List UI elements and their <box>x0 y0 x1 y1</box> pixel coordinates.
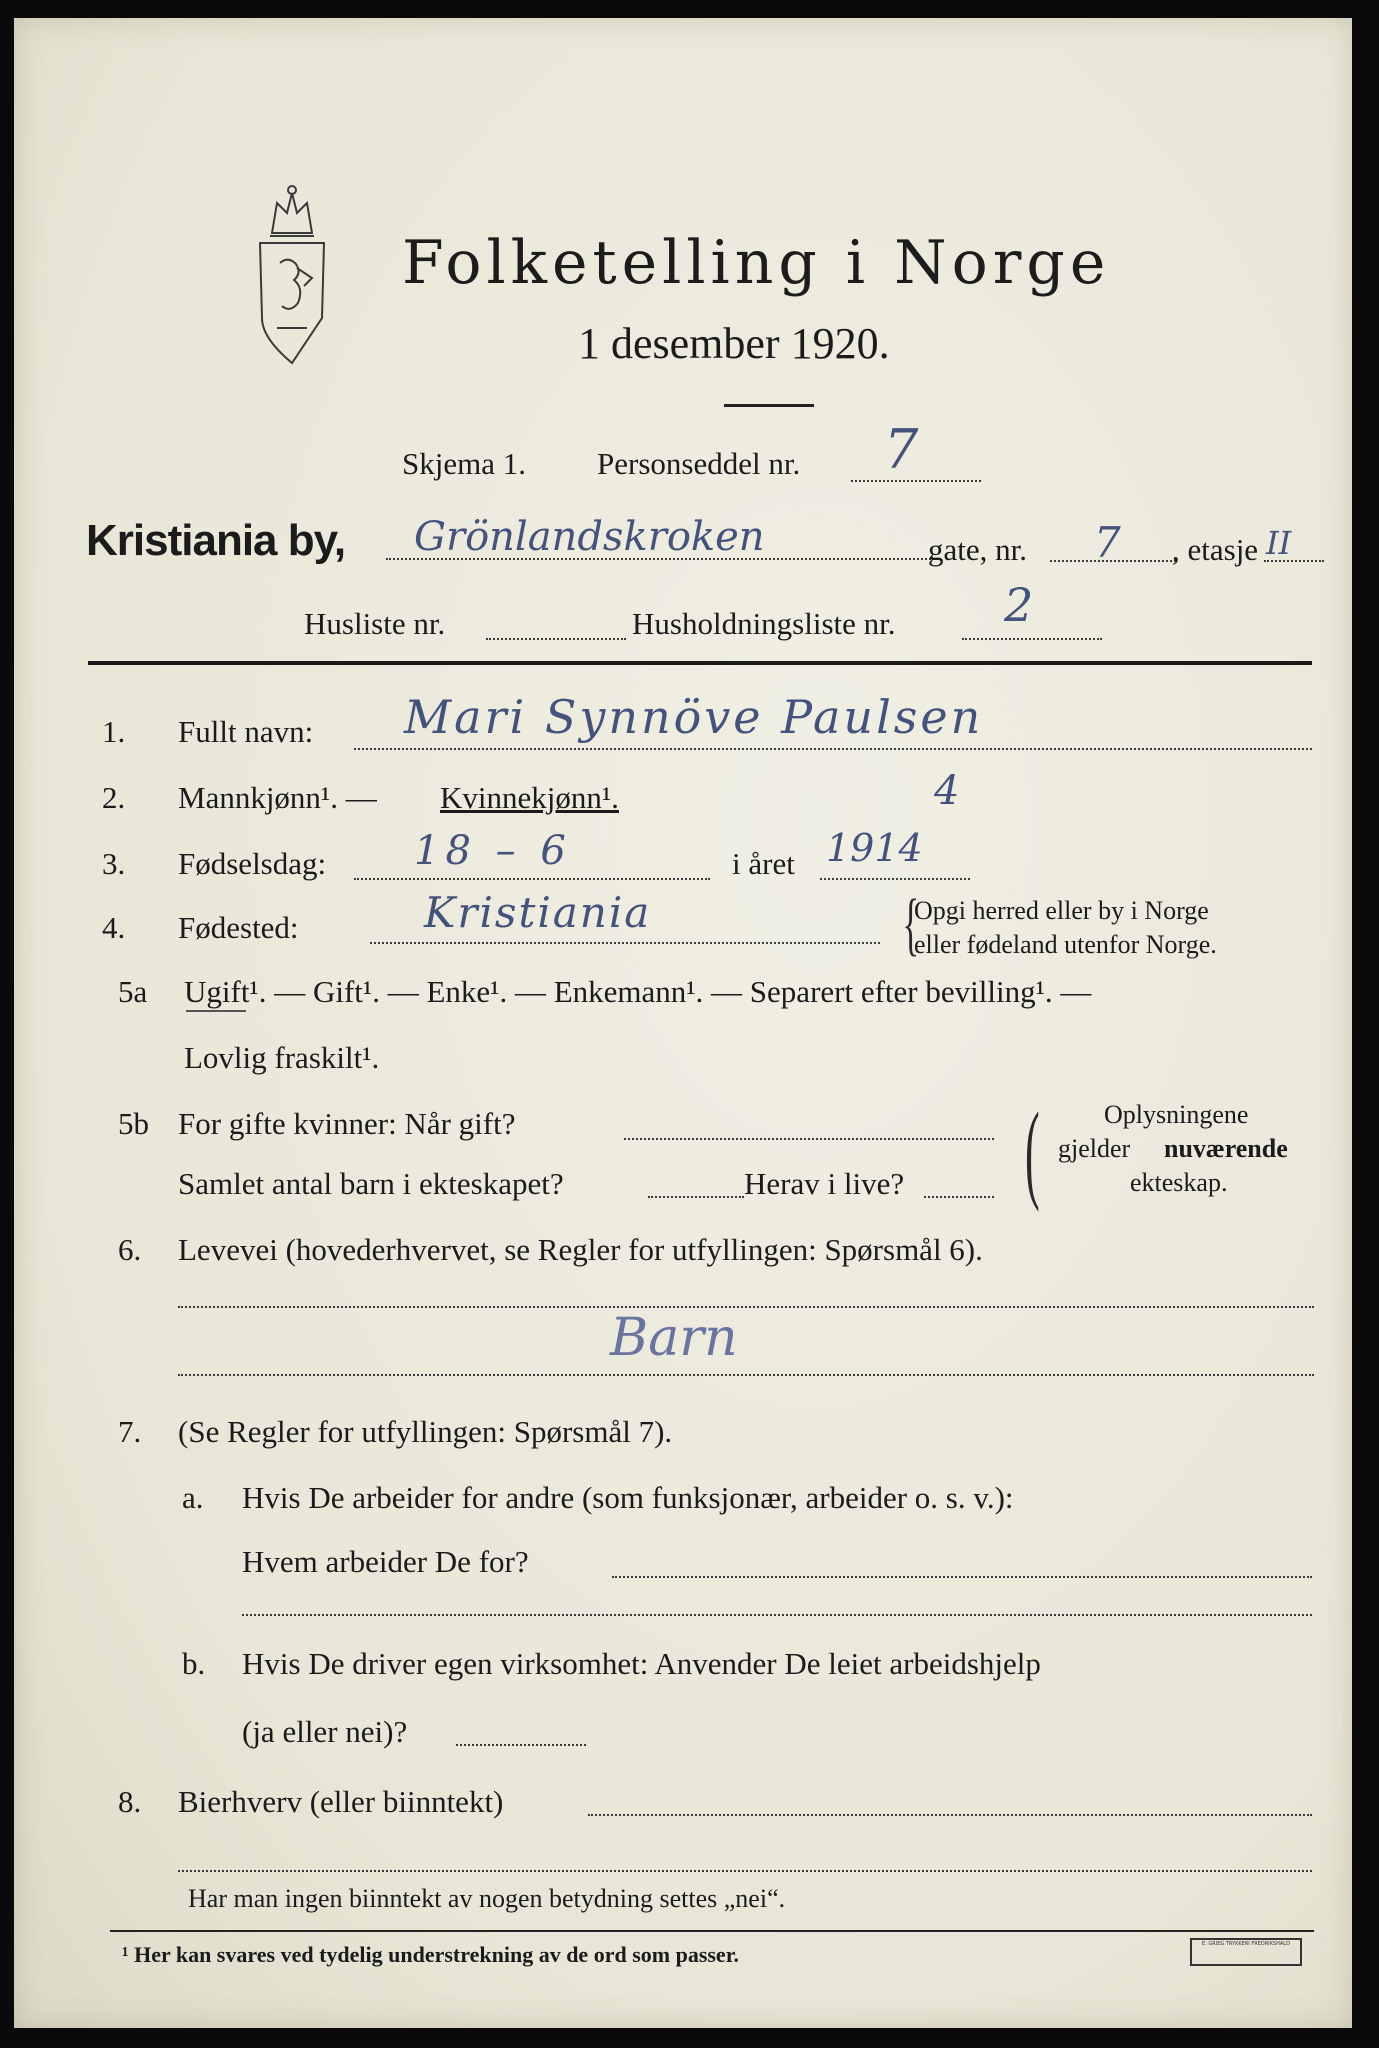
personseddel-label: Personseddel nr. <box>597 446 801 481</box>
footnote: ¹ Her kan svares ved tydelig understrekning av de ord som passer. <box>122 1942 739 1967</box>
census-date: 1 desember 1920. <box>578 319 890 368</box>
q5b-alive-line <box>924 1196 994 1198</box>
q8-label: Bierhverv (eller biinntekt) <box>178 1784 504 1819</box>
husholdning-label: Husholdningsliste nr. <box>632 606 896 641</box>
title-rule <box>724 404 814 407</box>
q6-label: Levevei (hovederhvervet, se Regler for utfyllingen: Spørsmål 6). <box>178 1232 983 1267</box>
q5b-married-line <box>624 1138 994 1140</box>
q1-line <box>354 748 1312 750</box>
q8-line1 <box>588 1814 1312 1816</box>
q4-value: Kristiania <box>424 888 652 937</box>
q7b-letter: b. <box>182 1646 206 1681</box>
street-value: Grönlandskroken <box>414 514 765 560</box>
printer-stamp: E. GRIEG TRYKKERI FREDRIKSHALD <box>1190 1938 1302 1966</box>
q3-number: 3. <box>102 846 126 881</box>
q5b-note-brace: ( <box>1024 1090 1040 1212</box>
q6-number: 6. <box>118 1232 142 1267</box>
coat-of-arms-icon <box>242 178 342 378</box>
husliste-line <box>486 638 626 640</box>
q3-label: Fødselsdag: <box>178 846 327 881</box>
q1-value: Mari Synnöve Paulsen <box>404 690 984 744</box>
q2-number: 2. <box>102 780 126 815</box>
footnote-rule <box>110 1930 1314 1932</box>
q5b-note-line2b: nuværende <box>1164 1134 1288 1163</box>
q3-day-line <box>354 878 710 880</box>
q3-year-label: i året <box>732 846 795 881</box>
q8-note: Har man ingen biinntekt av nogen betydning settes „nei“. <box>188 1884 786 1913</box>
q7b-line1: Hvis De driver egen virksomhet: Anvender De leiet arbeidshjelp <box>242 1646 1041 1681</box>
q7-number: 7. <box>118 1414 142 1449</box>
q4-line <box>370 942 880 944</box>
q4-number: 4. <box>102 910 126 945</box>
q7a-letter: a. <box>182 1480 204 1515</box>
q5a-line2: Lovlig fraskilt¹. <box>184 1040 380 1075</box>
q7a-employer-line <box>612 1576 1312 1578</box>
q8-number: 8. <box>118 1784 142 1819</box>
husliste-label: Husliste nr. <box>304 606 446 641</box>
q7a-line1: Hvis De arbeider for andre (som funksjonær, arbeider o. s. v.): <box>242 1480 1014 1515</box>
q4-label: Fødested: <box>178 910 299 945</box>
q5b-children-label: Samlet antal barn i ekteskapet? <box>178 1166 564 1201</box>
q3-year-value: 1914 <box>826 826 923 870</box>
etasje-value: II <box>1266 524 1292 562</box>
q5b-alive-label: Herav i live? <box>744 1166 905 1201</box>
q4-note-line2: eller fødeland utenfor Norge. <box>914 930 1217 959</box>
q7a-line2: Hvem arbeider De for? <box>242 1544 529 1579</box>
q2-mark: 4 <box>934 768 960 814</box>
q4-note-line1: Opgi herred eller by i Norge <box>914 896 1209 925</box>
nr-value: 7 <box>1094 518 1121 567</box>
q5b-number: 5b <box>118 1106 149 1141</box>
schema-label: Skjema 1. <box>402 446 526 481</box>
q7b-answer-line <box>456 1744 586 1746</box>
q8-line2 <box>178 1870 1312 1872</box>
q5b-note-line3: ekteskap. <box>1130 1168 1228 1197</box>
q5a-ugift-underline <box>186 1010 246 1012</box>
q7-label: (Se Regler for utfyllingen: Spørsmål 7). <box>178 1414 673 1449</box>
census-form <box>14 18 1352 2028</box>
personseddel-value: 7 <box>884 418 919 481</box>
q6-value: Barn <box>610 1308 738 1368</box>
q5b-line1: For gifte kvinner: Når gift? <box>178 1106 516 1141</box>
q5b-children-line <box>648 1196 744 1198</box>
q3-day-value: 18 – 6 <box>414 828 572 874</box>
q4-note-brace: { <box>902 886 920 963</box>
form-title: Folketelling i Norge <box>402 228 1111 298</box>
q7b-line2: (ja eller nei)? <box>242 1714 408 1749</box>
q1-number: 1. <box>102 714 126 749</box>
husholdning-value: 2 <box>1004 578 1034 632</box>
q2-male: Mannkjønn¹. — <box>178 780 377 815</box>
q6-line1 <box>178 1306 1314 1308</box>
q5b-note-line2a: gjelder <box>1058 1134 1131 1163</box>
header-rule <box>88 661 1312 665</box>
q5a-line1: Ugift¹. — Gift¹. — Enke¹. — Enkemann¹. — Separert efter bevilling¹. — <box>184 974 1092 1009</box>
q7a-extra-line <box>242 1614 1312 1616</box>
etasje-label: , etasje <box>1172 532 1259 567</box>
q2-female: Kvinnekjønn¹. <box>440 780 619 815</box>
q5b-note-line1: Oplysningene <box>1104 1100 1249 1129</box>
husholdning-line <box>962 638 1102 640</box>
q6-line2 <box>178 1374 1314 1376</box>
q5a-number: 5a <box>118 974 148 1009</box>
q1-label: Fullt navn: <box>178 714 314 749</box>
gate-label: gate, nr. <box>928 532 1027 567</box>
city-label: Kristiania by, <box>86 516 346 565</box>
q3-year-line <box>820 878 970 880</box>
